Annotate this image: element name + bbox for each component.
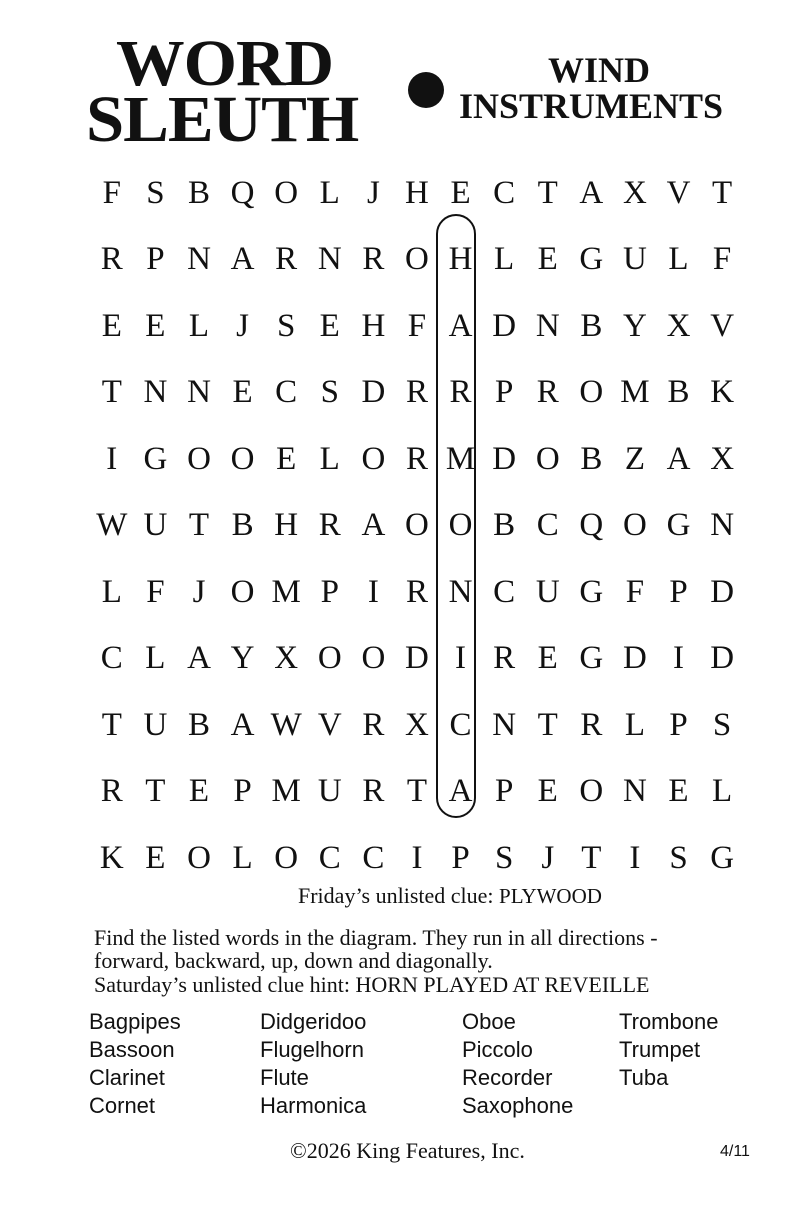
title-sleuth: SLEUTH: [86, 83, 359, 156]
grid-cell: D: [405, 640, 429, 677]
grid-cell: D: [710, 573, 735, 610]
grid-cell: P: [451, 839, 470, 876]
grid-cell: N: [143, 374, 168, 411]
grid-cell: R: [449, 374, 472, 411]
grid-cell: N: [535, 307, 560, 344]
grid-cell: S: [276, 307, 296, 344]
grid-cell: O: [579, 773, 604, 810]
grid-cell: T: [101, 374, 122, 411]
grid-cell: N: [317, 241, 342, 278]
grid-cell: M: [445, 440, 476, 477]
grid-cell: S: [712, 706, 732, 743]
grid-cell: H: [361, 307, 386, 344]
friday-clue: [298, 883, 602, 909]
grid-cell: E: [232, 374, 253, 411]
grid-cell: H: [405, 174, 429, 211]
grid-cell: X: [623, 174, 647, 211]
grid-cell: E: [319, 307, 340, 344]
letter-grid: [90, 160, 744, 880]
grid-cell: O: [274, 174, 299, 211]
grid-cell: E: [537, 241, 558, 278]
grid-cell: J: [541, 839, 555, 876]
subtitle-line2: INSTRUMENTS: [459, 86, 724, 126]
grid-cell: K: [710, 374, 735, 411]
grid-cell: A: [361, 507, 386, 544]
friday-clue-answer: PLYWOOD: [499, 884, 602, 908]
grid-cell: A: [187, 640, 211, 677]
grid-cell: W: [96, 507, 128, 544]
grid-cell: R: [536, 374, 559, 411]
grid-cell: N: [448, 573, 473, 610]
word-list-column-3: [462, 1008, 573, 1120]
grid-cell: B: [187, 174, 210, 211]
grid-cell: R: [362, 706, 385, 743]
grid-cell: C: [362, 839, 385, 876]
grid-cell: F: [102, 174, 121, 211]
grid-cell: I: [629, 839, 641, 876]
grid-cell: L: [494, 241, 515, 278]
grid-cell: P: [233, 773, 252, 810]
grid-cell: O: [230, 440, 255, 477]
word-list-item: Flugelhorn: [260, 1037, 364, 1062]
grid-cell: D: [492, 440, 517, 477]
grid-cell: R: [318, 507, 341, 544]
word-list-item: Harmonica: [260, 1093, 367, 1118]
grid-cell: P: [320, 573, 339, 610]
copyright: ©2026 King Features, Inc.: [290, 1138, 525, 1163]
grid-cell: L: [712, 773, 733, 810]
grid-cell: N: [492, 706, 517, 743]
grid-cell: X: [710, 440, 735, 477]
grid-cell: M: [271, 773, 301, 810]
grid-cell: G: [579, 573, 604, 610]
word-list-item: Piccolo: [462, 1037, 533, 1062]
grid-cell: L: [232, 839, 253, 876]
word-list-item: Trombone: [619, 1009, 719, 1034]
grid-cell: S: [320, 374, 339, 411]
grid-cell: B: [580, 307, 603, 344]
word-list-column-1: [89, 1008, 181, 1120]
grid-cell: B: [493, 507, 516, 544]
grid-cell: O: [405, 507, 429, 544]
grid-cell: W: [270, 706, 302, 743]
grid-cell: C: [493, 174, 516, 211]
grid-cell: P: [669, 706, 688, 743]
grid-cell: M: [620, 374, 650, 411]
word-list-item: Oboe: [462, 1009, 516, 1034]
grid-cell: F: [712, 241, 732, 278]
grid-cell: H: [274, 507, 299, 544]
word-list-item: Tuba: [619, 1065, 669, 1090]
title-bullet: [408, 72, 444, 108]
grid-cell: G: [579, 241, 604, 278]
grid-cell: T: [101, 706, 122, 743]
word-list-item: Bagpipes: [89, 1009, 181, 1034]
grid-cell: L: [101, 573, 122, 610]
grid-cell: A: [448, 307, 473, 344]
grid-cell: D: [710, 640, 735, 677]
grid-cell: F: [625, 573, 645, 610]
grid-cell: O: [448, 507, 473, 544]
word-list-column-4: [619, 1008, 718, 1092]
grid-cell: A: [666, 440, 691, 477]
grid-cell: E: [101, 307, 122, 344]
grid-cell: B: [580, 440, 603, 477]
grid-cell: S: [146, 174, 165, 211]
instructions-line1: Find the listed words in the diagram. They run in all directions -: [94, 925, 658, 950]
word-list-item: Flute: [260, 1065, 309, 1090]
grid-cell: E: [668, 773, 689, 810]
grid-cell: O: [579, 374, 604, 411]
grid-cell: S: [494, 839, 514, 876]
grid-cell: X: [274, 640, 299, 677]
grid-cell: C: [275, 374, 298, 411]
grid-cell: F: [146, 573, 165, 610]
grid-cell: Y: [623, 307, 647, 344]
grid-cell: E: [188, 773, 210, 810]
word-list-item: Saxophone: [462, 1093, 574, 1118]
friday-clue-label: Friday’s unlisted clue:: [298, 883, 494, 908]
grid-cell: O: [187, 839, 211, 876]
grid-cell: U: [623, 241, 647, 278]
grid-cell: C: [536, 507, 559, 544]
grid-cell: J: [192, 573, 206, 610]
grid-cell: O: [623, 507, 647, 544]
grid-cell: B: [667, 374, 690, 411]
grid-cell: T: [406, 773, 428, 810]
grid-cell: S: [669, 839, 688, 876]
grid-cell: R: [362, 241, 385, 278]
word-list-item: Clarinet: [89, 1065, 165, 1090]
grid-cell: L: [319, 174, 340, 211]
grid-cell: R: [100, 773, 123, 810]
grid-cell: R: [493, 640, 516, 677]
grid-cell: R: [580, 706, 603, 743]
grid-cell: P: [494, 374, 514, 411]
grid-cell: T: [188, 507, 210, 544]
grid-cell: B: [187, 706, 210, 743]
grid-cell: Q: [579, 507, 604, 544]
grid-cell: N: [187, 241, 211, 278]
grid-cell: O: [361, 440, 386, 477]
grid-cell: D: [492, 307, 517, 344]
grid-cell: E: [145, 307, 166, 344]
grid-cell: E: [537, 640, 558, 677]
grid-cell: M: [271, 573, 301, 610]
grid-cell: E: [450, 174, 471, 211]
grid-cell: K: [99, 839, 124, 876]
grid-cell: P: [146, 241, 165, 278]
instructions-line2: forward, backward, up, down and diagonally.: [94, 948, 493, 973]
grid-cell: O: [361, 640, 386, 677]
grid-cell: U: [317, 773, 342, 810]
grid-cell: T: [537, 706, 558, 743]
grid-cell: C: [449, 706, 472, 743]
word-list-column-2: [260, 1008, 366, 1120]
grid-cell: N: [187, 374, 211, 411]
grid-cell: T: [537, 174, 558, 211]
word-list-item: Didgeridoo: [260, 1009, 367, 1034]
circled-word-outline: [436, 214, 476, 818]
grid-cell: D: [623, 640, 647, 677]
grid-cell: G: [666, 507, 691, 544]
grid-cell: Q: [230, 174, 255, 211]
word-list-item: Recorder: [462, 1065, 553, 1090]
grid-cell: E: [537, 773, 558, 810]
grid-cell: D: [361, 374, 386, 411]
grid-cell: Z: [624, 440, 645, 477]
subtitle-line1: WIND: [548, 50, 651, 90]
grid-cell: V: [666, 174, 691, 211]
grid-cell: F: [407, 307, 427, 344]
grid-cell: O: [187, 440, 211, 477]
grid-cell: I: [106, 440, 118, 477]
grid-cell: I: [673, 640, 685, 677]
grid-cell: J: [366, 174, 380, 211]
title-word: WORD: [116, 27, 334, 100]
grid-cell: C: [100, 640, 123, 677]
grid-cell: L: [188, 307, 210, 344]
grid-cell: C: [318, 839, 341, 876]
grid-cell: O: [405, 241, 429, 278]
grid-cell: V: [710, 307, 735, 344]
grid-cell: T: [581, 839, 602, 876]
word-list-item: Cornet: [89, 1093, 156, 1118]
grid-cell: U: [143, 706, 168, 743]
grid-cell: L: [668, 241, 689, 278]
grid-cell: G: [710, 839, 735, 876]
grid-cell: J: [236, 307, 249, 344]
grid-cell: R: [362, 773, 385, 810]
grid-cell: R: [405, 440, 428, 477]
grid-cell: U: [143, 507, 168, 544]
grid-cell: L: [319, 440, 340, 477]
grid-cell: I: [367, 573, 379, 610]
grid-cell: O: [274, 839, 299, 876]
grid-cell: C: [493, 573, 516, 610]
grid-cell: G: [143, 440, 168, 477]
grid-cell: O: [317, 640, 342, 677]
grid-cell: P: [669, 573, 688, 610]
grid-cell: A: [230, 706, 255, 743]
grid-cell: N: [623, 773, 647, 810]
grid-cell: R: [100, 241, 123, 278]
grid-cell: X: [666, 307, 691, 344]
grid-cell: E: [276, 440, 297, 477]
grid-cell: I: [411, 839, 423, 876]
word-list-item: Bassoon: [89, 1037, 175, 1062]
grid-cell: T: [145, 773, 166, 810]
grid-cell: E: [145, 839, 166, 876]
grid-cell: R: [405, 573, 428, 610]
grid-cell: X: [405, 706, 429, 743]
grid-cell: H: [448, 241, 473, 278]
grid-cell: T: [712, 174, 733, 211]
grid-cell: N: [710, 507, 735, 544]
saturday-hint: Saturday’s unlisted clue hint: HORN PLAYED AT REVEILLE: [94, 972, 650, 997]
grid-cell: L: [624, 706, 645, 743]
date-label: 4/11: [720, 1143, 750, 1160]
word-list-item: Trumpet: [619, 1037, 701, 1062]
grid-cell: Y: [230, 640, 255, 677]
grid-cell: O: [535, 440, 560, 477]
grid-cell: O: [230, 573, 255, 610]
grid-cell: V: [317, 706, 342, 743]
grid-cell: P: [494, 773, 514, 810]
grid-cell: B: [231, 507, 254, 544]
grid-cell: U: [535, 573, 560, 610]
grid-cell: A: [579, 174, 604, 211]
grid-cell: G: [579, 640, 604, 677]
grid-cell: I: [455, 640, 467, 677]
grid-cell: L: [145, 640, 166, 677]
grid-cell: A: [448, 773, 473, 810]
grid-cell: A: [230, 241, 255, 278]
grid-cell: R: [275, 241, 298, 278]
grid-cell: R: [405, 374, 428, 411]
